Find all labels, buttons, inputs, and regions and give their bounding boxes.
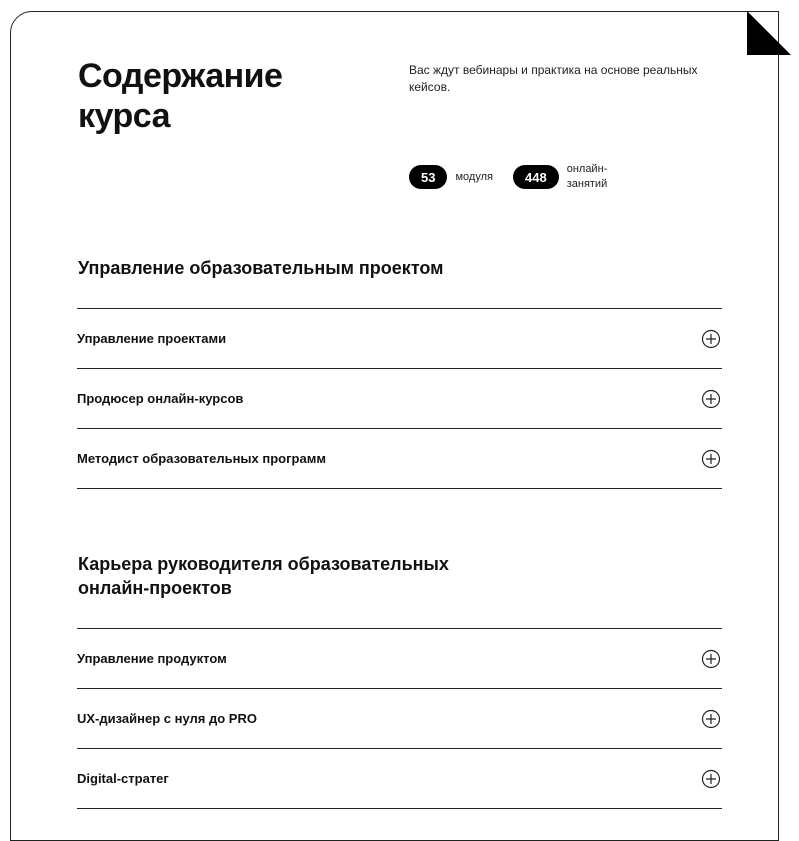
item-label: UX-дизайнер с нуля до PRO: [77, 711, 257, 726]
item-label: Продюсер онлайн-курсов: [77, 391, 244, 406]
plus-circle-icon[interactable]: [701, 709, 721, 729]
list-item[interactable]: [77, 309, 722, 369]
item-label: Управление продуктом: [77, 651, 227, 666]
stat-modules: [409, 165, 493, 189]
plus-circle-icon[interactable]: [701, 449, 721, 469]
item-label: Digital-стратег: [77, 771, 169, 786]
section-list: [77, 628, 722, 809]
list-item[interactable]: [77, 429, 722, 489]
stat-label: онлайн-занятий: [566, 163, 608, 190]
section-title: Управление образовательным проектом: [78, 258, 444, 278]
list-item[interactable]: [77, 629, 722, 689]
stat-value: 448: [513, 165, 559, 189]
plus-circle-icon[interactable]: [701, 329, 721, 349]
section-title: Карьера руководителя образовательных онлайн-проектов: [78, 554, 449, 598]
list-item[interactable]: [77, 749, 722, 809]
plus-circle-icon[interactable]: [701, 769, 721, 789]
page-title: Содержание курса: [78, 57, 283, 135]
section-list: [77, 308, 722, 489]
plus-circle-icon[interactable]: [701, 389, 721, 409]
stat-label: модуля: [455, 170, 493, 183]
plus-circle-icon[interactable]: [701, 649, 721, 669]
list-item[interactable]: [77, 369, 722, 429]
list-item[interactable]: [77, 689, 722, 749]
stat-value: 53: [409, 165, 447, 189]
item-label: Управление проектами: [77, 331, 227, 346]
stat-lessons: [513, 162, 617, 192]
description: Вас ждут вебинары и практика на основе реальных кейсов.: [409, 63, 698, 94]
item-label: Методист образовательных программ: [77, 451, 326, 466]
